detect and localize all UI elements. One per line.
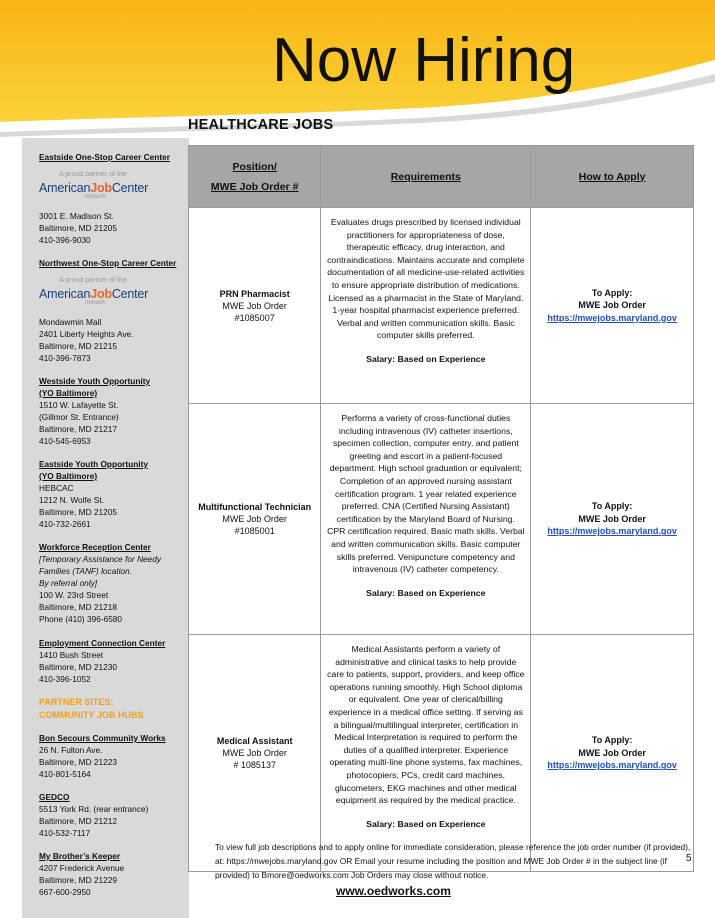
eastside-youth: Eastside Youth Opportunity (YO Baltimore) HEBCAC 1212 N. Wolfe St. Baltimore, MD 21205 410-732-2661 — [39, 459, 148, 529]
eastside-title: Eastside One-Stop Career Center — [39, 152, 170, 162]
table-row — [189, 208, 694, 404]
northwest-address: Mondawmin Mall 2401 Liberty Heights Ave. Baltimore, MD 21215 410-396-7873 — [39, 317, 134, 363]
logo-brand: AmericanJobCenter — [39, 181, 149, 195]
job-title: Multifunctional Technician — [198, 502, 312, 512]
northwest-title: Northwest One-Stop Career Center — [39, 258, 177, 268]
position-cell: Medical Assistant MWE Job Order # 1085137 — [189, 635, 321, 872]
table-row — [189, 635, 694, 872]
job-title: PRN Pharmacist — [219, 288, 290, 299]
header-requirements: Requirements — [321, 146, 531, 208]
employment-connection: Employment Connection Center 1410 Bush Street Baltimore, MD 21230 410-396-1052 — [39, 638, 166, 684]
jobs-table — [188, 145, 694, 872]
apply-link[interactable]: https://mwejobs.maryland.gov — [547, 312, 677, 323]
salary: Salary: Based on Experience — [366, 818, 486, 829]
bon-secours: Bon Secours Community Works 26 N. Fulton Ave. Baltimore, MD 21223 410-801-5164 — [39, 733, 166, 779]
american-job-center-logo-2: A proud partner of the AmericanJobCenter network — [39, 277, 149, 306]
northwest-career-center — [39, 257, 189, 269]
requirements-cell: Medical Assistants perform a variety of administrative and clinical tasks to help provide care to patients, support, providers, and keep office operations running smoothly. High School diploma or equivalent. One year of clerical/billing experience in a medical office setting. If serving as a bilingual/multilingual interpreter, certification in Medical Interpretation is required to perform the duties of a qualified interpreter. Experience operating multi-line phone systems, fax machines, photocopiers, PCs, credit card machines, glucometers, EKG machines and other medical equipment as required by the medical practice. Salary: Based on Experience — [321, 635, 531, 872]
american-job-center-logo — [39, 171, 169, 207]
my-brothers-keeper: My Brother’s Keeper 4207 Frederick Avenue Baltimore, MD 21229 667-600-2950 — [39, 851, 125, 897]
requirements-cell: Performs a variety of cross-functional duties including intravenous (IV) catheter insertions, specimen collection, computer entry, and patient greeting and escort in a patient-focused department. High school graduation or equivalent; Completion of an approved nursing assistant certification program. 1 year related experience preferred. CNA (Certified Nursing Assistant) certification by the Maryland Board of Nursing. CPR certification required. Basic math skills. Verbal and written communication skills. Basic computer skills preferred. Venipuncture competency and intravenous (IV) catheter competency. Salary: Based on Experience — [321, 404, 531, 635]
partner-sites-heading: PARTNER SITES: COMMUNITY JOB HUBS — [39, 697, 144, 720]
logo-tagline: A proud partner of the — [59, 171, 127, 178]
gedco: GEDCO 5513 York Rd. (rear entrance) Baltimore, MD 21212 410-532-7117 — [39, 792, 149, 838]
apply-cell: To Apply: MWE Job Order https://mwejobs.maryland.gov — [531, 404, 694, 635]
apply-link[interactable]: https://mwejobs.maryland.gov — [547, 526, 677, 537]
page-heading: HEALTHCARE JOBS — [188, 117, 334, 133]
header-position: Position/ MWE Job Order # — [189, 146, 321, 208]
banner-title: Now Hiring — [272, 26, 576, 95]
position-cell: Multifunctional Technician MWE Job Order #1085001 — [189, 404, 321, 635]
footer-instructions: To view full job descriptions and to apply online for immediate consideration, please reference the job order number (if provided), at: https://mwejobs.maryland.gov OR Email your resume including the position and MWE Job Order # in the subject line (if provided) to Bmore@oedworks.com Job Orders may close without notice. — [215, 842, 691, 880]
position-cell: PRN Pharmacist MWE Job Order #1085007 — [189, 208, 321, 404]
website-link[interactable]: www.oedworks.com — [336, 884, 451, 898]
table-row — [189, 404, 694, 635]
workforce-reception: Workforce Reception Center [Temporary Assistance for Needy Families (TANF) location. By referral only] 100 W. 23rd Street Baltimore, MD 21218 Phone (410) 396-6580 — [39, 542, 162, 624]
now-hiring-banner — [0, 0, 715, 140]
eastside-address: 3001 E. Madison St. Baltimore, MD 21205 410-396-9030 — [39, 211, 117, 245]
logo-network: network — [85, 194, 107, 200]
page-number: 5 — [686, 853, 692, 864]
salary: Salary: Based on Experience — [366, 353, 486, 364]
requirements-cell: Evaluates drugs prescribed by licensed individual practitioners for appropriateness of dose, therapeutic efficacy, drug interaction, and contraindications. Maintains accurate and complete documentation of all medicine-use-related activities to ensure appropriate distribution of medications. Licensed as a pharmacist in the State of Maryland. 1-year hospital pharmacist experience preferred. Verbal and written communication skills. Basic computer skills preferred. Salary: Based on Experience — [321, 208, 531, 404]
job-title: Medical Assistant — [216, 736, 293, 746]
apply-cell: To Apply: MWE Job Order https://mwejobs.maryland.gov — [531, 635, 694, 872]
westside-youth: Westside Youth Opportunity (YO Baltimore) 1510 W. Lafayette St. (Gillmor St. Entrance) Baltimore, MD 21217 410-545-6953 — [39, 376, 151, 446]
sidebar — [22, 138, 189, 918]
header-how-to-apply: How to Apply — [531, 146, 694, 208]
apply-link[interactable]: https://mwejobs.maryland.gov — [547, 760, 677, 771]
table-header-row — [189, 146, 694, 208]
salary: Salary: Based on Experience — [366, 587, 486, 598]
apply-cell: To Apply: MWE Job Order https://mwejobs.maryland.gov — [531, 208, 694, 404]
eastside-career-center — [39, 151, 189, 163]
